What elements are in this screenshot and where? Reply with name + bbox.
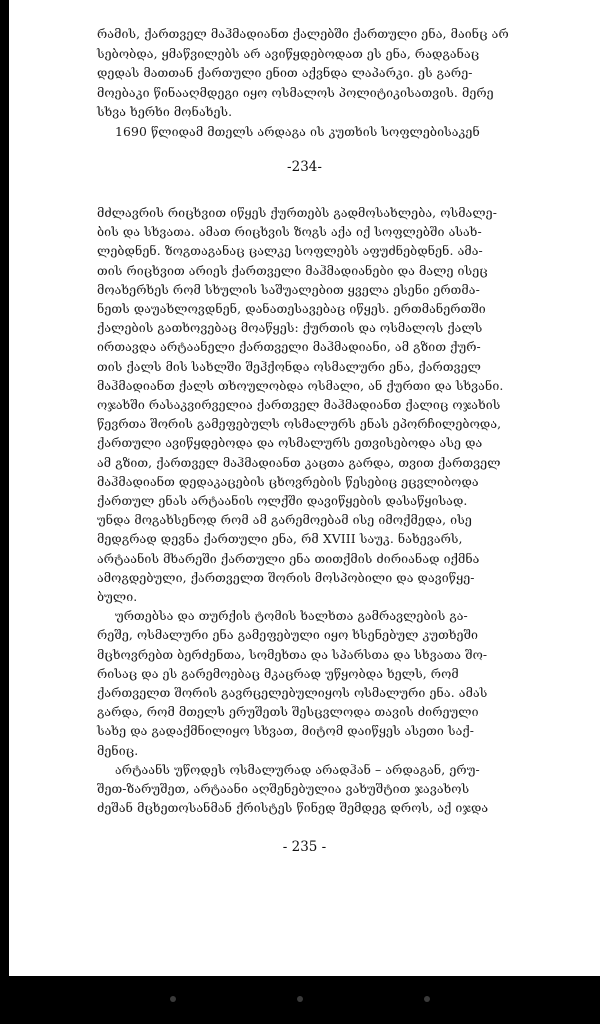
text-line: თის ქალს მის სახლში შეჰქონდა ოსმალური ენა, ქართველ [97,358,481,374]
nav-dot-icon [297,996,303,1002]
text-line: ბული. [97,589,138,604]
text-line: ოჯახში რასაკვირველია ქართველ მაჰმადიანთ ქალიც ოჯახის [97,397,501,412]
text-line: შეთ-ზარუშეთ, არტაანი აღშენებულია ვახუშტით ჯავახოს [97,781,470,796]
text-line: ამოგდებული, ქართველთ შორის მოსპობილი და დავიწყე- [97,569,475,585]
text-line: მაჰმადიანთ დედაკაცების ცხოვრების წესებიც ეცვლიბოდა [97,473,479,489]
text-line: 1690 წლიდამ მთელს არდაგა ის კუთხის სოფლებისაკენ [115,124,480,139]
text-line: ურთებსა და თურქის ტომის ხალხთა გამრავლების გა- [115,608,468,624]
text-line: მაჰმადიანთ ქალს თხოულობდა ოსმალი, ან ქურთი და სხვანი. [97,377,504,393]
text-line: სხვა ხერხი მონახეს. [97,104,233,120]
text-line: სებობდა, ყმაწვილებს არ ავიწყდებოდათ ეს ენა, რადგანაც [97,45,480,61]
text-line: მცხოვრებთ ბერძენთა, სომეხთა და სპარსთა და სხვათა შო- [97,646,488,662]
text-line: ქართული ავიწყდებოდა და ოსმალურს ეთვისებოდა ასე და [97,435,483,451]
text-line: რისაც და ეს გარემოებაც მკაცრად უწყობდა ხელს, რომ [97,665,459,681]
page-number-bottom: - 235 - [282,839,327,855]
text-line: ირთავდა არტაანელი ქართველი მაჰმადიანი, ამ გზით ქურ- [97,339,481,355]
text-line: უნდა მოგახსენოდ რომ ამ გარემოებამ ისე იმოქმედა, ისე [97,512,472,528]
text-line: რამის, ქართველ მაჰმადიანთ ქალებში ქართული ენა, მაინც არ [97,26,509,41]
nav-dot-icon [424,996,430,1002]
text-line: დედას მათთან ქართული ენით აქვნდა ლაპარკი. ეს გარე- [97,65,473,81]
text-line: მედგრად დევნა ქართული ენა, რმ XVIII საუკ. ნახევარს, [97,531,463,547]
text-line: მენიც. [97,742,139,758]
text-line: ამ გზით, ქართველ მაჰმადიანთ კაცთა გარდა, თვით ქართველ [97,454,501,470]
text-line: არტაანს უწოდეს ოსმალურად არადჰან – არდაგან, ერუ- [115,761,480,777]
text-line: თის რიცხვით არიეს ქართველი მაჰმადიანები და მალე ისეც [97,262,488,278]
text-line: ნეთს დაუახლოვდნენ, დანათესავებაც იწყეს. ერთმანერთში [97,301,486,316]
text-line: წევრთა შორის გამეფებულს ოსმალურს ენას ეპორჩილებოდა, [97,416,502,432]
text-line: ქართულ ენას არტაანის ოლქში დავიწყების დასაწყისად. [97,493,468,508]
text-line: ქართველთ შორის გავრცელებულიყოს ოსმალური ენა. ამას [97,685,488,700]
text-line: მოებაკი წინააღმდეგი იყო ოსმალოს პოლიტიკისათვის. მერე [97,84,494,100]
text-line: ბის და სხვათა. ამათ რიცხვის ზოგს აქა იქ სოფლებში ასახ- [97,224,482,240]
book-page [9,0,600,976]
text-line: არტაანის მხარეში ქართული ენა თითქმის ძირიანად იქმნა [97,550,480,566]
text-line: რეშე, ოსმალური ენა გამეფებული იყო ხსენებულ კუთხეში [97,627,479,643]
text-line: მოახერხეს რომ სხულის საშუალებით ყველა ესენი ერთმა- [97,281,480,297]
text-line: ძეშან მცხეთოსანმან ქრისტეს წინედ შემდეგ დროს, აქ იჯდა [97,800,489,816]
text-line: ლებდნენ. ზოგთაგანაც ცალკე სოფლებს აფუძნებდნენ. ამა- [97,243,483,259]
text-line: მძლავრის რიცხვით იწყეს ქურთებს გადმოსახლება, ოსმალე- [97,205,498,220]
nav-dot-icon [170,996,176,1002]
text-line: გარდა, რომ მთელს ერუშეთს შესცვლოდა თავის ძირეული [97,704,479,720]
text-line: სახე და გადაქმნილიყო სხვათ, მიტომ დაიწყეს ასეთი საქ- [97,723,475,739]
page-number-top: -234- [287,159,322,175]
text-line: ქალების გათხოვებაც მოაწყეს: ქურთის და ოსმალოს ქალს [97,320,483,336]
navigation-bar [0,976,600,1024]
